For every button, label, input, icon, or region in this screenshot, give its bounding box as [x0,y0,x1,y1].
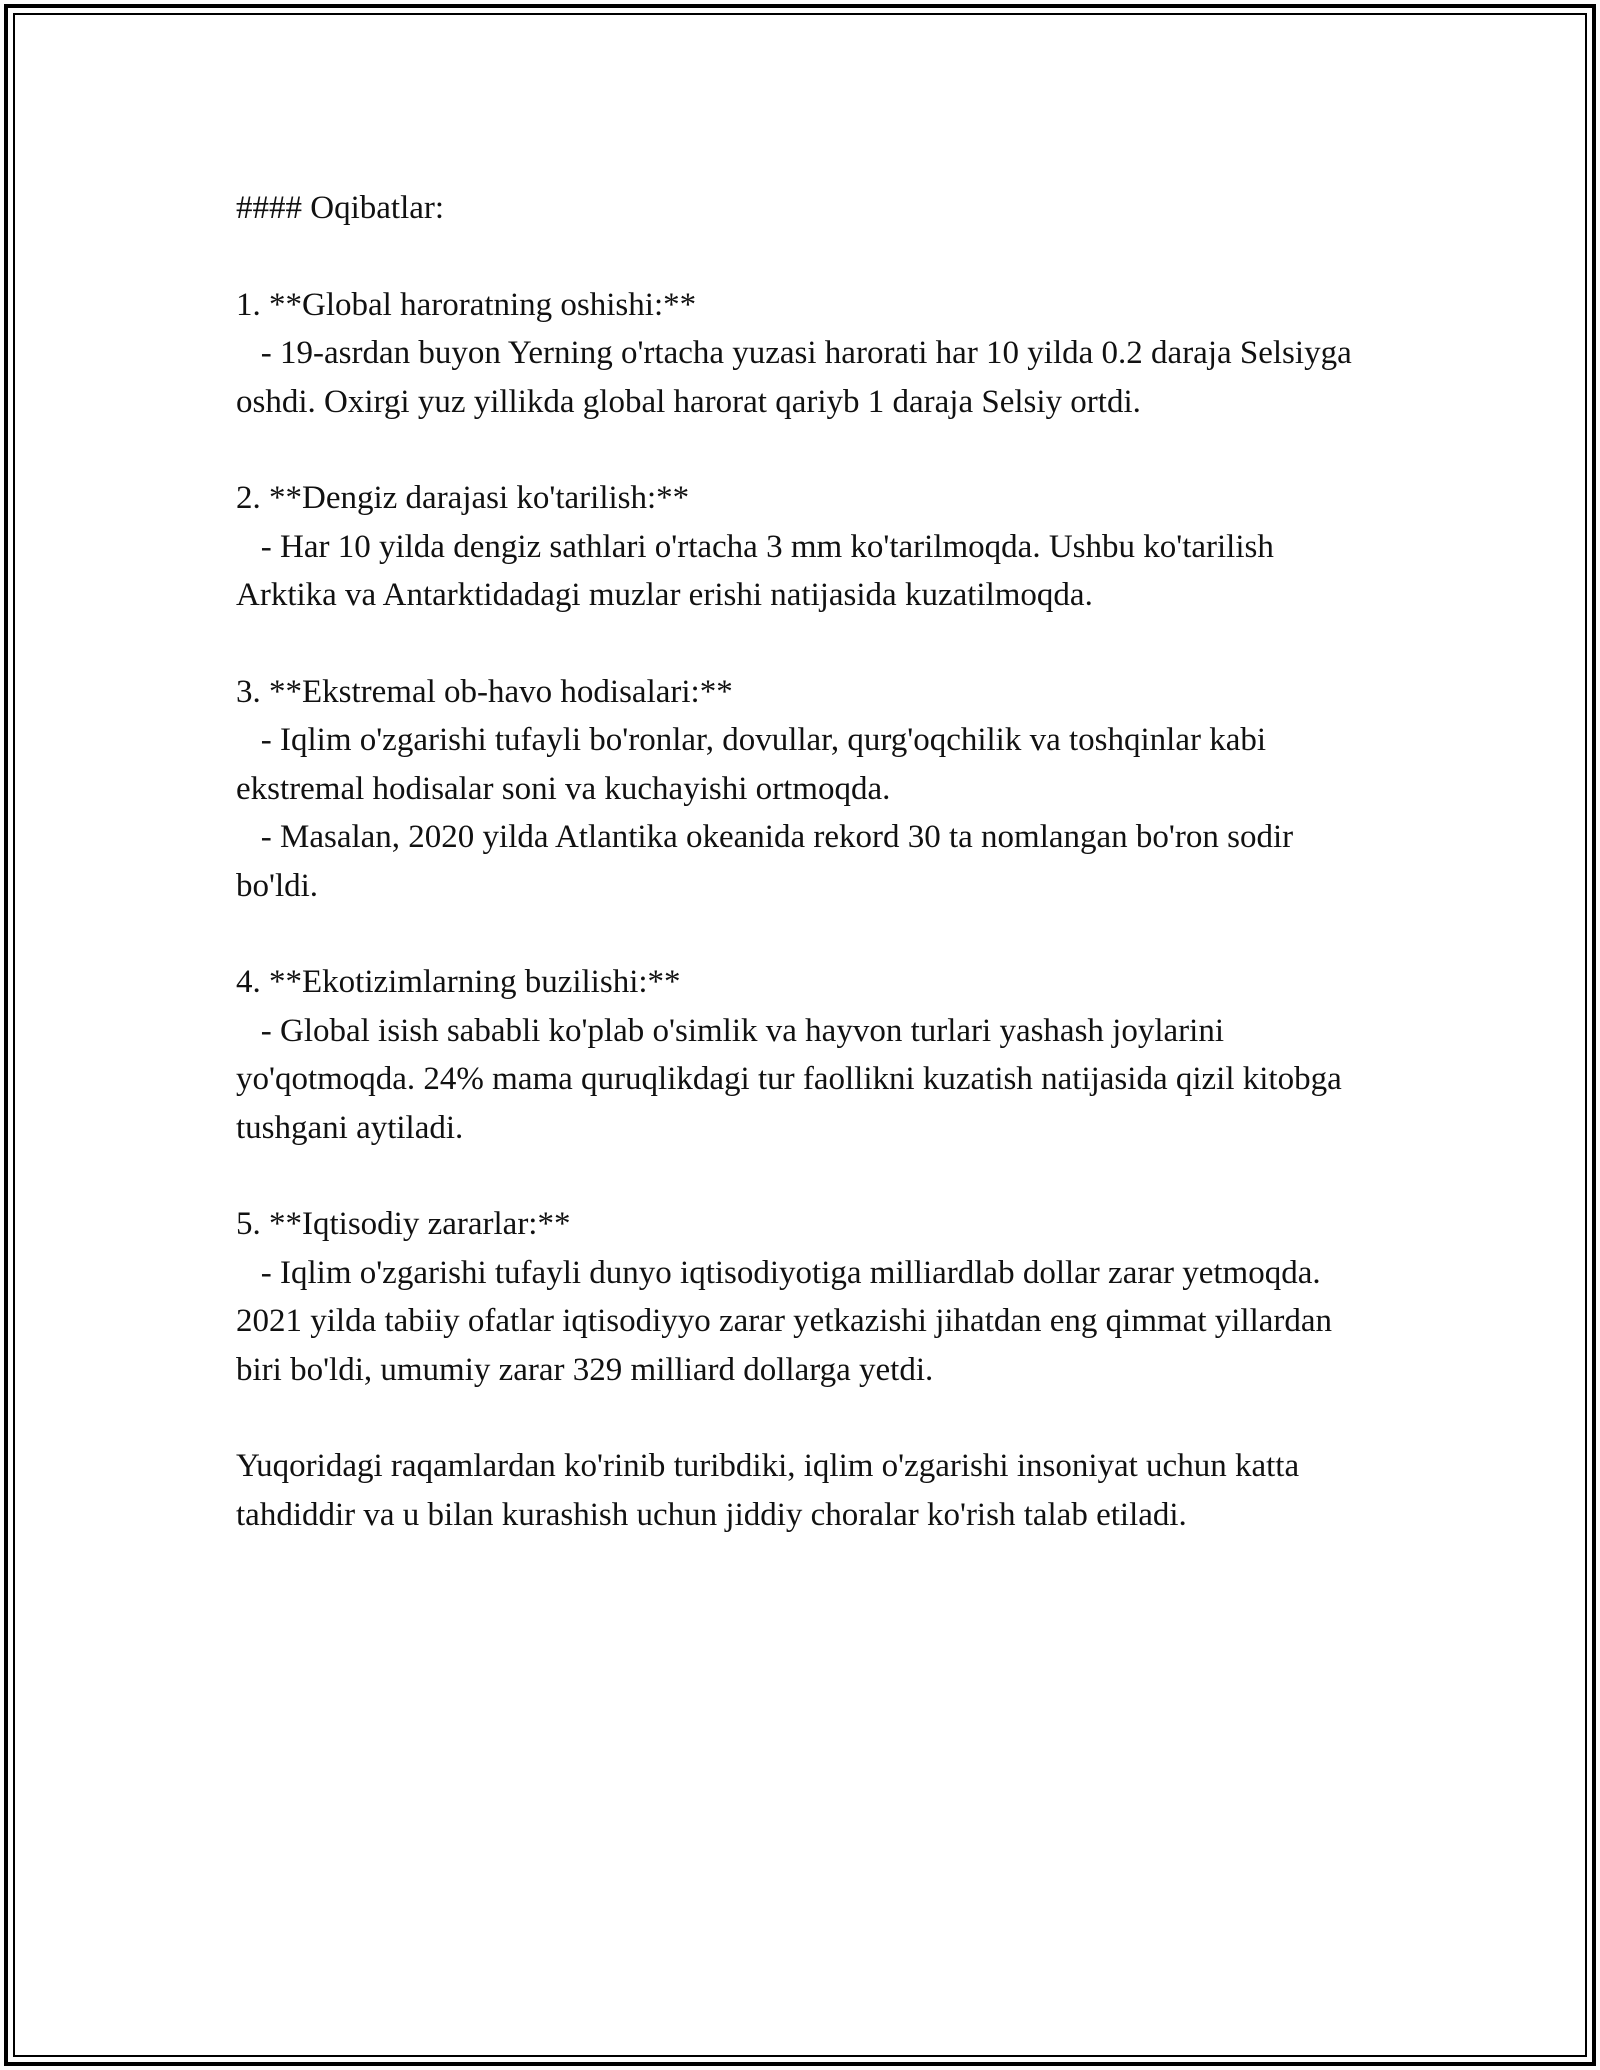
spacer [236,1152,1366,1200]
list-item-bullet: - Har 10 yilda dengiz sathlari o'rtacha 3 mm ko'tarilmoqda. Ushbu ko'tarilish Arktika va Antarktidadagi muzlar erishi natijasida kuzatilmoqda. [236,528,1281,614]
list-item-bullet: - Iqlim o'zgarishi tufayli dunyo iqtisodiyotiga milliardlab dollar zarar yetmoqda. 2021 yilda tabiiy ofatlar iqtisodiyyo zarar yetkazishi jihatdan eng qimmat yillardan biri bo'ldi, umumiy zarar 329 milliard dollarga yetdi. [236,1254,1341,1388]
list-item-bullet: - 19-asrdan buyon Yerning o'rtacha yuzasi harorati har 10 yilda 0.2 daraja Selsiyga oshdi. Oxirgi yuz yillikda global harorat qariyb 1 daraja Selsiy ortdi. [236,335,1360,420]
list-item-title: 5. **Iqtisodiy zararlar:** [236,1206,571,1243]
spacer [236,426,1366,474]
list-item-bullet: - Iqlim o'zgarishi tufayli bo'ronlar, dovullar, qurg'oqchilik va toshqinlar kabi ekstremal hodisalar soni va kuchayishi ortmoqda. [236,722,1275,807]
spacer [236,620,1366,668]
conclusion-paragraph: Yuqoridagi raqamlardan ko'rinib turibdiki, iqlim o'zgarishi insoniyat uchun katta tahdiddir va u bilan kurashish uchun jiddiy choralar ko'rish talab etiladi. [236,1448,1308,1533]
list-item-title: 1. **Global haroratning oshishi:** [236,286,697,323]
list-item-title: 3. **Ekstremal ob-havo hodisalari:** [236,674,733,711]
list-item [236,958,1366,1152]
list-item [236,281,1366,426]
list-item [236,474,1366,619]
spacer [236,232,1366,280]
list-item [236,1200,1366,1394]
list-item-bullet: - Masalan, 2020 yilda Atlantika okeanida rekord 30 ta nomlangan bo'ron sodir bo'ldi. [236,819,1302,904]
section-heading: #### Oqibatlar: [236,190,445,226]
document-body [236,184,1366,1539]
list-item-title: 2. **Dengiz darajasi ko'tarilish:** [236,480,690,517]
list-item-bullet: - Global isish sababli ko'plab o'simlik va hayvon turlari yashash joylarini yo'qotmoqda. 24% mama quruqlikdagi tur faollikni kuzatish natijasida qizil kitobga tushgani aytiladi. [236,1012,1350,1146]
list-item-title: 4. **Ekotizimlarning buzilishi:** [236,964,681,1001]
list-item [236,668,1366,910]
spacer [236,1394,1366,1442]
spacer [236,910,1366,958]
